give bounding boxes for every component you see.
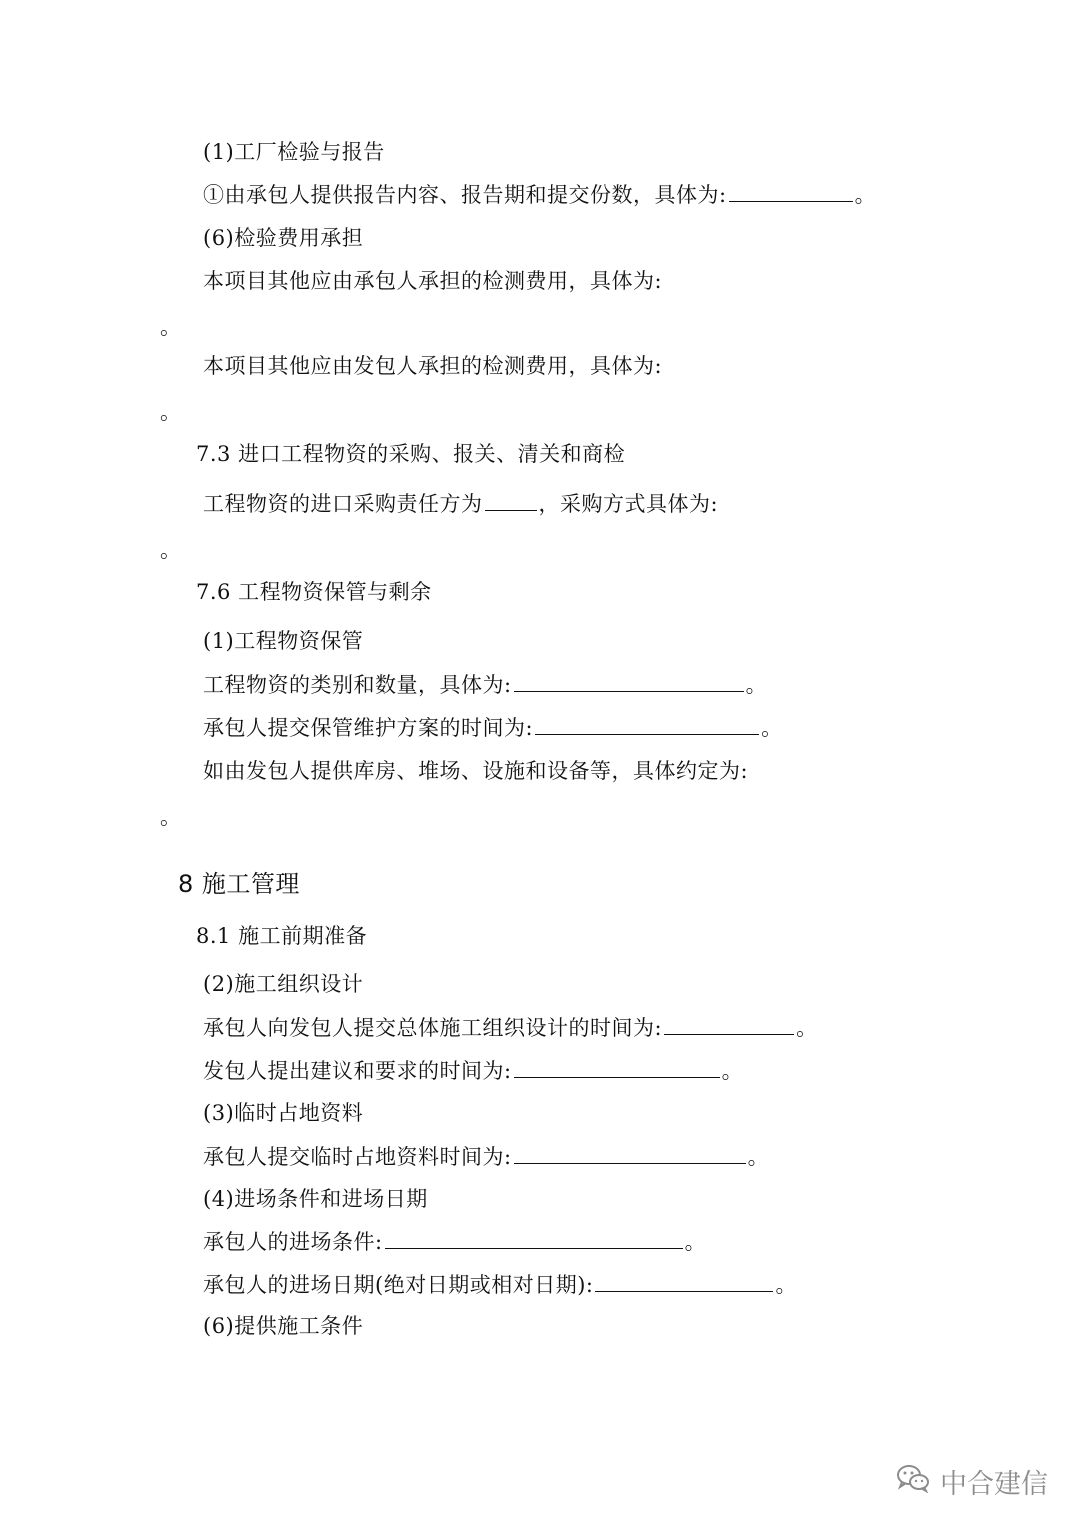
design-submit-line	[203, 1014, 818, 1042]
line-text: 工程物资的进口采购责任方为	[203, 492, 483, 516]
chapter-8-heading: 8 施工管理	[178, 870, 300, 898]
watermark-text: 中合建信	[940, 1468, 1048, 1500]
contractor-fee-line: 本项目其他应由承包人承担的检测费用，具体为:	[203, 269, 663, 293]
item-site-entry: (4)进场条件和进场日期	[203, 1187, 428, 1211]
line-text: 承包人提交保管维护方案的时间为:	[203, 716, 534, 740]
item-construction-conditions: (6)提供施工条件	[203, 1314, 364, 1338]
fill-blank[interactable]	[535, 714, 759, 735]
line-text: 承包人提交临时占地资料时间为:	[203, 1145, 512, 1169]
import-procurement-line	[203, 490, 718, 518]
fill-blank[interactable]	[514, 1057, 720, 1078]
fill-blank[interactable]	[514, 671, 744, 692]
report-content-line	[203, 181, 876, 209]
line-text: 承包人的进场日期(绝对日期或相对日期):	[203, 1273, 594, 1297]
period: 。	[775, 1273, 797, 1297]
item-inspection-fee: (6)检验费用承担	[203, 226, 364, 250]
period-mark: 。	[160, 315, 182, 339]
line-text: 承包人的进场条件:	[203, 1230, 383, 1254]
section-7-6-heading: 7.6 工程物资保管与剩余	[196, 580, 432, 604]
line-text: 工程物资的类别和数量，具体为:	[203, 673, 512, 697]
line-text: ，采购方式具体为:	[538, 492, 719, 516]
fill-blank[interactable]	[514, 1143, 746, 1164]
item-factory-inspection: (1)工厂检验与报告	[203, 140, 385, 164]
line-text: 发包人提出建议和要求的时间为:	[203, 1059, 512, 1083]
fill-blank[interactable]	[664, 1014, 794, 1035]
period: 。	[761, 716, 783, 740]
fill-blank[interactable]	[385, 1228, 683, 1249]
entry-date-line	[203, 1271, 797, 1299]
period: 。	[745, 673, 768, 697]
item-materials-storage: (1)工程物资保管	[203, 629, 364, 653]
item-construction-design: (2)施工组织设计	[203, 972, 364, 996]
wechat-icon	[896, 1463, 940, 1500]
maintenance-plan-line	[203, 714, 783, 742]
period-mark: 。	[160, 400, 182, 424]
period: 。	[684, 1230, 707, 1254]
period: 。	[721, 1059, 744, 1083]
entry-condition-line	[203, 1228, 706, 1256]
line-text: 承包人向发包人提交总体施工组织设计的时间为:	[203, 1016, 663, 1040]
section-7-3-heading: 7.3 进口工程物资的采购、报关、清关和商检	[196, 442, 626, 466]
period: 。	[854, 183, 877, 207]
item-temporary-land: (3)临时占地资料	[203, 1101, 364, 1125]
section-8-1-heading: 8.1 施工前期准备	[196, 924, 368, 948]
period: 。	[796, 1016, 818, 1040]
fill-blank[interactable]	[485, 490, 537, 511]
fill-blank[interactable]	[729, 181, 853, 202]
period-mark: 。	[160, 538, 182, 562]
watermark	[896, 1456, 1048, 1506]
warehouse-agreement-line: 如由发包人提供库房、堆场、设施和设备等，具体约定为:	[203, 759, 749, 783]
materials-category-line	[203, 671, 767, 699]
employer-fee-line: 本项目其他应由发包人承担的检测费用，具体为:	[203, 354, 663, 378]
period-mark: 。	[160, 805, 182, 829]
line-text: ①由承包人提供报告内容、报告期和提交份数，具体为:	[203, 183, 727, 207]
period: 。	[747, 1145, 770, 1169]
fill-blank[interactable]	[595, 1271, 773, 1292]
temporary-land-line	[203, 1143, 769, 1171]
employer-suggestion-line	[203, 1057, 743, 1085]
